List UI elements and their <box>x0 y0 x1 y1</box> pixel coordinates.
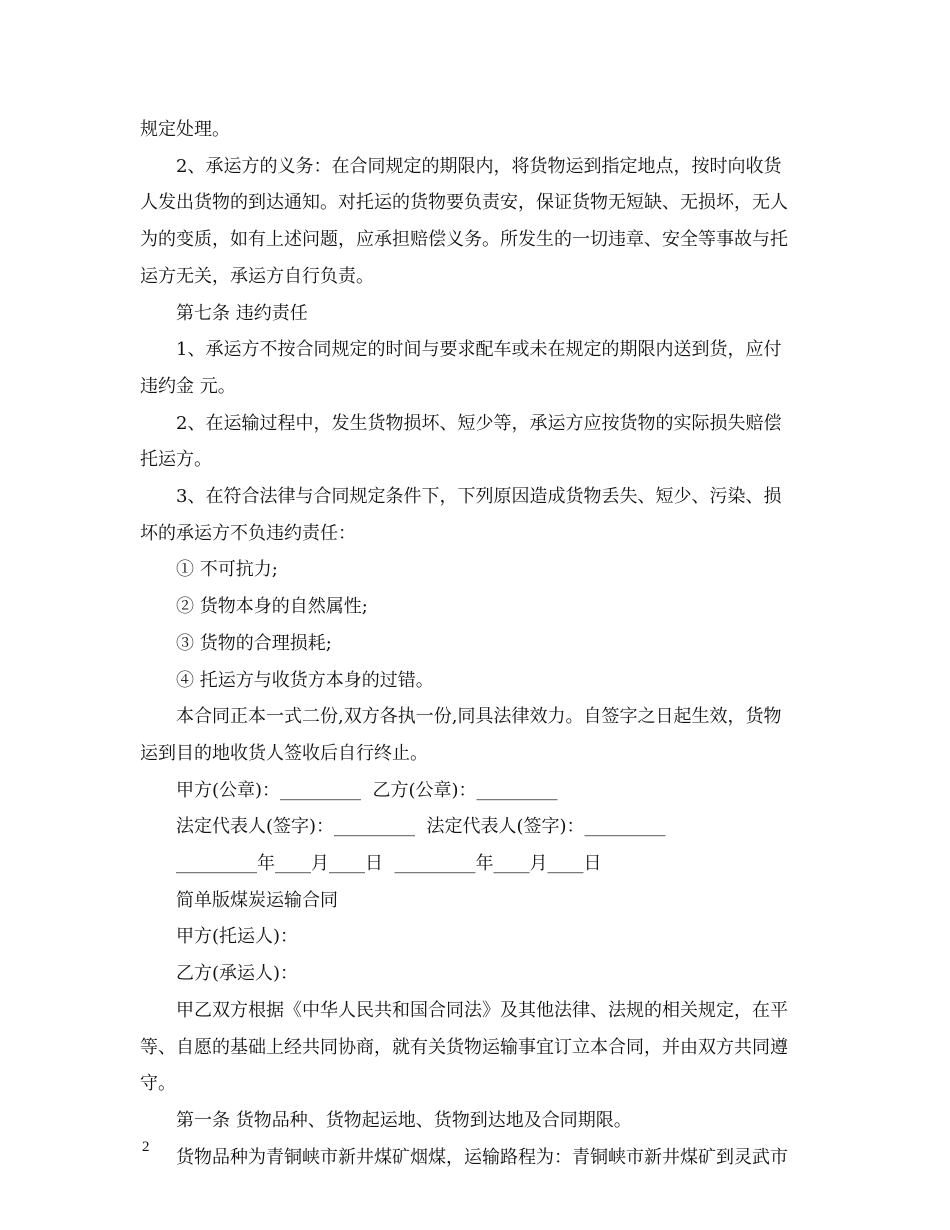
party-b-line: 乙方(承运人)： <box>176 963 299 985</box>
text-line-12: 坏的承运方不负违约责任： <box>140 522 356 544</box>
list-item-3: ③ 货物的合理损耗; <box>176 632 332 654</box>
text-line-3: 人发出货物的到达通知。对托运的货物要负责安，保证货物无短缺、无损坏，无人 <box>140 192 788 214</box>
text-line-27: 守。 <box>140 1073 176 1095</box>
section-heading-article-1: 第一条 货物品种、货物起运地、货物到达地及合同期限。 <box>176 1109 632 1131</box>
text-line-9: 2、在运输过程中，发生货物损坏、短少等，承运方应按货物的实际损失赔偿 <box>176 412 782 434</box>
text-line-1: 规定处理。 <box>140 119 230 140</box>
page-number: 2 <box>142 1139 150 1155</box>
list-item-2: ② 货物本身的自然属性; <box>176 596 368 618</box>
text-line-5: 运方无关，承运方自行负责。 <box>140 265 374 287</box>
text-line-29: 货物品种为青铜峡市新井煤矿烟煤，运输路程为：青铜峡市新井煤矿到灵武市 <box>176 1146 788 1168</box>
text-line-26: 等、自愿的基础上经共同协商，就有关货物运输事宜订立本合同，并由双方共同遵 <box>140 1036 788 1058</box>
text-line-4: 为的变质，如有上述问题，应承担赔偿义务。所发生的一切违章、安全等事故与托 <box>140 229 788 251</box>
text-line-2: 2、承运方的义务：在合同规定的期限内，将货物运到指定地点，按时向收货 <box>176 155 782 177</box>
list-item-4: ④ 托运方与收货方本身的过错。 <box>176 669 434 691</box>
signature-line-seal: 甲方(公章)：_________ 乙方(公章)：_________ <box>176 779 558 801</box>
signature-line-date: _________年____月____日 _________年____月____日 <box>176 853 602 875</box>
list-item-1: ① 不可抗力; <box>176 559 278 581</box>
text-line-10: 托运方。 <box>140 449 212 471</box>
text-line-17: 本合同正本一式二份,双方各执一份,同具法律效力。自签字之日起生效，货物 <box>176 706 782 728</box>
document-body <box>140 112 812 1176</box>
text-line-18: 运到目的地收货人签收后自行终止。 <box>140 742 428 764</box>
text-line-11: 3、在符合法律与合同规定条件下，下列原因造成货物丢失、短少、污染、损 <box>176 486 782 508</box>
section-heading-article-7: 第七条 违约责任 <box>176 302 308 324</box>
text-line-7: 1、承运方不按合同规定的时间与要求配车或未在规定的期限内送到货，应付 <box>176 339 782 361</box>
signature-line-representative: 法定代表人(签字)：_________ 法定代表人(签字)：_________ <box>176 816 666 838</box>
text-line-8: 违约金 元。 <box>140 375 236 397</box>
party-a-line: 甲方(托运人)： <box>176 926 299 948</box>
text-line-25: 甲乙双方根据《中华人民共和国合同法》及其他法律、法规的相关规定，在平 <box>176 999 788 1021</box>
contract-title: 简单版煤炭运输合同 <box>176 889 338 911</box>
